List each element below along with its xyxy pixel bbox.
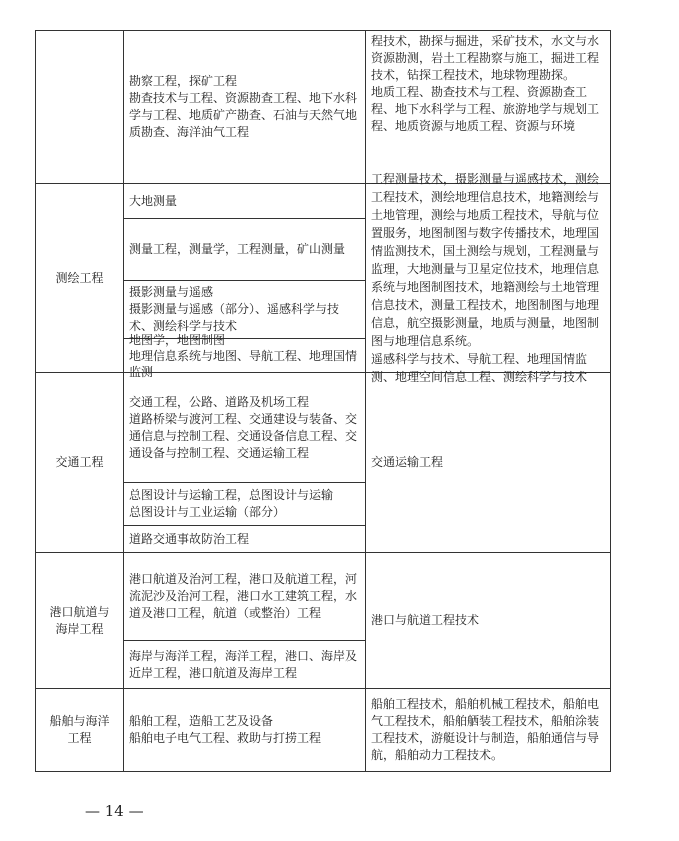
majors-text: 船舶工程，造船工艺及设备 船舶电子电气工程、救助与打捞工程 <box>129 714 322 745</box>
majors-text: 道路交通事故防治工程 <box>129 531 250 546</box>
category-cell <box>35 183 124 373</box>
related-cell <box>365 552 611 689</box>
majors-cell <box>123 183 366 219</box>
majors-text: 总图设计与运输工程，总图设计与运输 总图设计与工业运输（部分） <box>129 488 334 519</box>
majors-cell <box>123 332 366 379</box>
majors-cell <box>123 372 366 483</box>
related-cell <box>365 372 611 553</box>
majors-cell <box>123 552 366 641</box>
majors-cell <box>123 280 366 339</box>
majors-text: 摄影测量与遥感 摄影测量与遥感（部分）、遥感科学与技术、测绘科学与技术 <box>129 285 340 333</box>
related-text: 交通运输工程 <box>371 455 444 469</box>
category-cell <box>35 552 124 689</box>
majors-cell <box>123 640 366 689</box>
majors-cell <box>123 218 366 281</box>
related-cell <box>365 172 611 384</box>
majors-cell <box>123 688 366 772</box>
majors-text: 港口航道及治河工程，港口及航道工程，河流泥沙及治河工程，港口水工建筑工程，水道及港口工程，航道（或整治）工程 <box>129 572 358 620</box>
majors-text: 交通工程，公路、道路及机场工程 道路桥梁与渡河工程、交通建设与装备、交通信息与控制工程、交通设备信息工程、交通设备与控制工程、交通运输工程 <box>129 394 358 460</box>
category-label: 交通工程 <box>55 455 104 469</box>
majors-text: 测量工程，测量学，工程测量，矿山测量 <box>129 242 346 256</box>
majors-cell <box>123 482 366 526</box>
related-text: 程技术，勘探与掘进，采矿技术，水文与水资源勘测，岩土工程勘察与施工，掘进工程技术，钻探工程技术，地球物理勘探。 地质工程、勘查技术与工程、资源勘查工程、地下水科学与工程、旅游地学与规划工程、地质资源与地质工程、资源与环境 <box>371 34 600 133</box>
majors-text: 地图学，地图制图 地理信息系统与地图、导航工程、地理国情监测 <box>129 332 358 379</box>
majors-text: 海岸与海洋工程，海洋工程，港口、海岸及近岸工程，港口航道及海岸工程 <box>129 648 358 680</box>
related-cell <box>365 30 611 184</box>
majors-cell <box>123 30 366 184</box>
related-text: 船舶工程技术，船舶机械工程技术，船舶电气工程技术，船舶舾装工程技术，船舶涂装工程技术，游艇设计与制造，船舶通信与导航，船舶动力工程技术。 <box>371 697 600 762</box>
category-cell <box>35 372 124 553</box>
majors-cell <box>123 525 366 553</box>
category-cell <box>35 30 124 184</box>
category-label: 船舶与海洋 工程 <box>49 714 110 745</box>
related-cell <box>365 688 611 772</box>
majors-text: 大地测量 <box>129 193 178 208</box>
page-number: — 14 — <box>85 802 144 820</box>
majors-table <box>35 30 611 772</box>
category-label: 港口航道与 海岸工程 <box>49 604 110 636</box>
category-cell <box>35 688 124 772</box>
category-label: 测绘工程 <box>55 270 104 285</box>
related-text: 港口与航道工程技术 <box>371 613 480 627</box>
related-text: 工程测量技术，摄影测量与遥感技术，测绘工程技术，测绘地理信息技术，地籍测绘与土地管理，测绘与地质工程技术，导航与位置服务，地图制图与数字传播技术，地理国情监测技术，国土测绘与规划，工程测量与监理，大地测量与卫星定位技术，地理信息系统与地图制图技术，地籍测绘与土地管理信息技术，测量工程技术，地图制图与地理信息，航空摄影测量，地质与测量，地图制图与地理信息系统。 遥感科学与技术、导航工程、地理国情监测、地理空间信息工程、测绘科学与技术 <box>371 172 600 384</box>
majors-text: 勘察工程，探矿工程 勘查技术与工程、资源勘查工程、地下水科学与工程、地质矿产勘查、石油与天然气地质勘查、海洋油气工程 <box>129 74 358 139</box>
